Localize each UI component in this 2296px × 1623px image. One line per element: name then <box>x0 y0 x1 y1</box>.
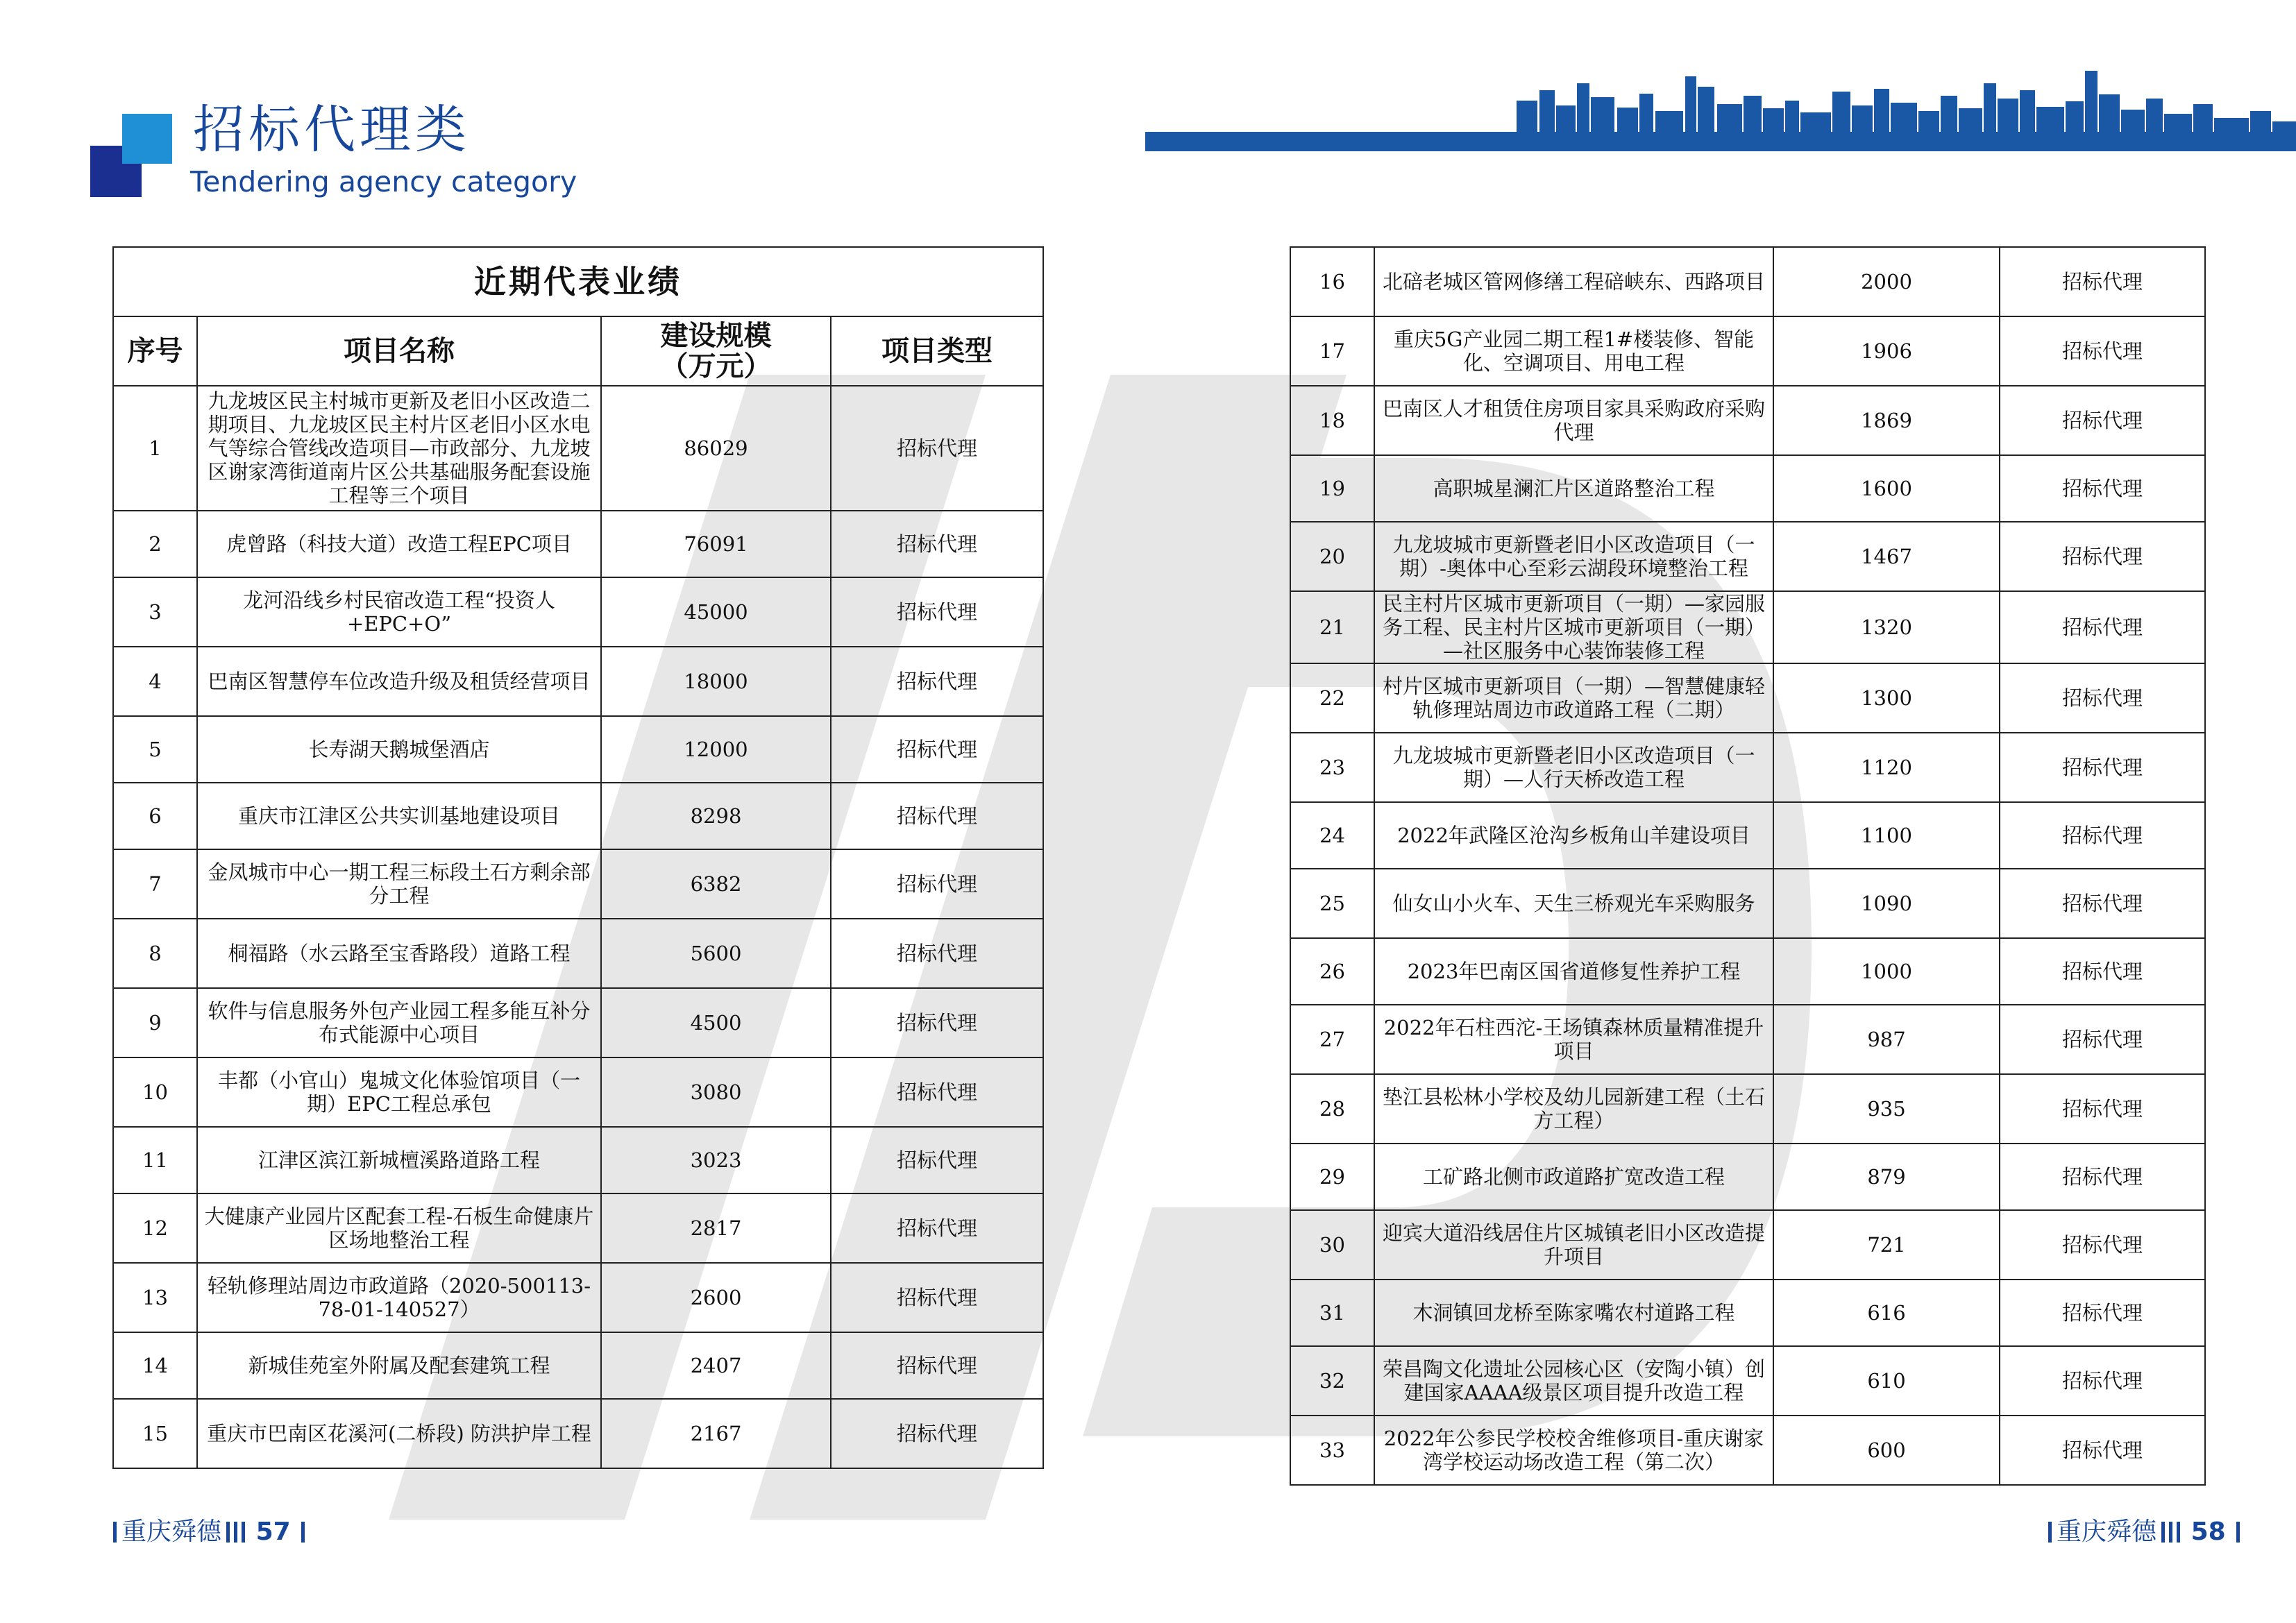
row-number: 27 <box>1290 1005 1374 1074</box>
row-number: 2 <box>113 511 197 577</box>
row-number: 17 <box>1290 316 1374 386</box>
footer-company: 重庆舜德 <box>2057 1518 2157 1546</box>
table-row <box>1290 1005 2205 1074</box>
construction-scale: 1320 <box>1773 591 2000 663</box>
project-type: 招标代理 <box>2000 733 2205 802</box>
row-number: 7 <box>113 849 197 919</box>
project-name: 2023年巴南区国省道修复性养护工程 <box>1374 938 1773 1005</box>
table-row <box>1290 316 2205 386</box>
project-name: 仙女山小火车、天生三桥观光车采购服务 <box>1374 869 1773 938</box>
construction-scale: 2167 <box>601 1399 831 1468</box>
project-type: 招标代理 <box>2000 591 2205 663</box>
row-number: 23 <box>1290 733 1374 802</box>
project-type: 招标代理 <box>831 577 1043 647</box>
row-number: 4 <box>113 647 197 716</box>
project-type: 招标代理 <box>2000 938 2205 1005</box>
row-number: 28 <box>1290 1074 1374 1144</box>
project-name: 桐福路（水云路至宝香路段）道路工程 <box>197 919 601 988</box>
table-row <box>1290 869 2205 938</box>
construction-scale: 1090 <box>1773 869 2000 938</box>
project-type: 招标代理 <box>2000 386 2205 455</box>
project-name: 九龙坡城市更新暨老旧小区改造项目（一期）-奥体中心至彩云湖段环境整治工程 <box>1374 522 1773 591</box>
row-number: 1 <box>113 386 197 511</box>
table-row <box>113 988 1043 1057</box>
project-type: 招标代理 <box>2000 1280 2205 1346</box>
section-title: 招标代理类 <box>193 100 471 160</box>
row-number: 8 <box>113 919 197 988</box>
project-type: 招标代理 <box>831 386 1043 511</box>
construction-scale: 1906 <box>1773 316 2000 386</box>
construction-scale: 2407 <box>601 1332 831 1399</box>
project-type: 招标代理 <box>2000 522 2205 591</box>
project-type: 招标代理 <box>831 919 1043 988</box>
table-row <box>113 1127 1043 1193</box>
row-number: 30 <box>1290 1210 1374 1280</box>
project-name: 虎曾路（科技大道）改造工程EPC项目 <box>197 511 601 577</box>
project-type: 招标代理 <box>2000 1210 2205 1280</box>
table-row <box>113 919 1043 988</box>
table-row <box>113 1332 1043 1399</box>
table-row <box>1290 386 2205 455</box>
table-row <box>1290 1280 2205 1346</box>
project-name: 龙河沿线乡村民宿改造工程“投资人+EPC+O” <box>197 577 601 647</box>
project-name: 重庆市江津区公共实训基地建设项目 <box>197 783 601 849</box>
project-type: 招标代理 <box>2000 663 2205 733</box>
page-number: 58 <box>2191 1518 2226 1546</box>
construction-scale: 1467 <box>1773 522 2000 591</box>
construction-scale: 721 <box>1773 1210 2000 1280</box>
project-name: 重庆5G产业园二期工程1#楼装修、智能化、空调项目、用电工程 <box>1374 316 1773 386</box>
project-type: 招标代理 <box>2000 1346 2205 1416</box>
table-row <box>1290 1346 2205 1416</box>
construction-scale: 6382 <box>601 849 831 919</box>
row-number: 5 <box>113 716 197 783</box>
table-row <box>113 783 1043 849</box>
table-title: 近期代表业绩 <box>113 247 1043 316</box>
construction-scale: 2600 <box>601 1263 831 1332</box>
project-name: 长寿湖天鹅城堡酒店 <box>197 716 601 783</box>
row-number: 20 <box>1290 522 1374 591</box>
project-name: 北碚老城区管网修缮工程碚峡东、西路项目 <box>1374 247 1773 316</box>
project-type: 招标代理 <box>831 647 1043 716</box>
row-number: 6 <box>113 783 197 849</box>
row-number: 12 <box>113 1193 197 1263</box>
construction-scale: 2817 <box>601 1193 831 1263</box>
city-skyline-graphic <box>1145 62 2296 153</box>
construction-scale: 879 <box>1773 1144 2000 1210</box>
project-name: 巴南区人才租赁住房项目家具采购政府采购代理 <box>1374 386 1773 455</box>
construction-scale: 987 <box>1773 1005 2000 1074</box>
table-row <box>1290 733 2205 802</box>
row-number: 14 <box>113 1332 197 1399</box>
project-name: 2022年石柱西沱-王场镇森林质量精准提升项目 <box>1374 1005 1773 1074</box>
row-number: 15 <box>113 1399 197 1468</box>
project-name: 重庆市巴南区花溪河(二桥段) 防洪护岸工程 <box>197 1399 601 1468</box>
project-name: 大健康产业园片区配套工程-石板生命健康片区场地整治工程 <box>197 1193 601 1263</box>
project-type: 招标代理 <box>831 1193 1043 1263</box>
table-row <box>1290 455 2205 522</box>
column-header-type: 项目类型 <box>831 316 1043 386</box>
table-row <box>1290 1416 2205 1485</box>
row-number: 24 <box>1290 802 1374 869</box>
construction-scale: 2000 <box>1773 247 2000 316</box>
project-type: 招标代理 <box>831 1399 1043 1468</box>
project-type: 招标代理 <box>2000 247 2205 316</box>
table-row <box>113 511 1043 577</box>
project-name: 2022年武隆区沧沟乡板角山羊建设项目 <box>1374 802 1773 869</box>
table-row <box>113 1263 1043 1332</box>
project-type: 招标代理 <box>831 1127 1043 1193</box>
construction-scale: 616 <box>1773 1280 2000 1346</box>
project-type: 招标代理 <box>831 988 1043 1057</box>
project-name: 村片区城市更新项目（一期）—智慧健康轻轨修理站周边市政道路工程（二期） <box>1374 663 1773 733</box>
row-number: 10 <box>113 1057 197 1127</box>
project-type: 招标代理 <box>831 783 1043 849</box>
column-header-no: 序号 <box>113 316 197 386</box>
project-type: 招标代理 <box>2000 802 2205 869</box>
row-number: 19 <box>1290 455 1374 522</box>
performance-table-left <box>112 246 1044 1469</box>
construction-scale: 600 <box>1773 1416 2000 1485</box>
project-type: 招标代理 <box>2000 455 2205 522</box>
project-name: 九龙坡城市更新暨老旧小区改造项目（一期）—人行天桥改造工程 <box>1374 733 1773 802</box>
project-name: 2022年公参民学校校舍维修项目-重庆谢家湾学校运动场改造工程（第二次） <box>1374 1416 1773 1485</box>
project-name: 软件与信息服务外包产业园工程多能互补分布式能源中心项目 <box>197 988 601 1057</box>
project-type: 招标代理 <box>2000 316 2205 386</box>
project-name: 迎宾大道沿线居住片区城镇老旧小区改造提升项目 <box>1374 1210 1773 1280</box>
table-row <box>113 849 1043 919</box>
row-number: 13 <box>113 1263 197 1332</box>
row-number: 3 <box>113 577 197 647</box>
construction-scale: 18000 <box>601 647 831 716</box>
project-type: 招标代理 <box>831 1057 1043 1127</box>
construction-scale: 3023 <box>601 1127 831 1193</box>
table-row <box>1290 247 2205 316</box>
project-type: 招标代理 <box>831 1332 1043 1399</box>
row-number: 16 <box>1290 247 1374 316</box>
table-row <box>1290 591 2205 663</box>
row-number: 32 <box>1290 1346 1374 1416</box>
row-number: 25 <box>1290 869 1374 938</box>
project-name: 新城佳苑室外附属及配套建筑工程 <box>197 1332 601 1399</box>
construction-scale: 1000 <box>1773 938 2000 1005</box>
project-type: 招标代理 <box>831 849 1043 919</box>
project-type: 招标代理 <box>831 716 1043 783</box>
project-name: 垫江县松林小学校及幼儿园新建工程（土石方工程） <box>1374 1074 1773 1144</box>
table-row <box>113 1399 1043 1468</box>
column-header-name: 项目名称 <box>197 316 601 386</box>
row-number: 18 <box>1290 386 1374 455</box>
footer-left <box>111 1520 307 1545</box>
row-number: 26 <box>1290 938 1374 1005</box>
construction-scale: 935 <box>1773 1074 2000 1144</box>
column-header-scale-line2: （万元） <box>660 350 772 382</box>
table-row <box>1290 1144 2205 1210</box>
column-header-scale-line1: 建设规模 <box>660 319 772 352</box>
row-number: 22 <box>1290 663 1374 733</box>
project-type: 招标代理 <box>2000 1074 2205 1144</box>
footer-company: 重庆舜德 <box>121 1518 222 1546</box>
row-number: 9 <box>113 988 197 1057</box>
table-row <box>113 386 1043 511</box>
project-name: 金凤城市中心一期工程三标段土石方剩余部分工程 <box>197 849 601 919</box>
table-row <box>1290 522 2205 591</box>
row-number: 11 <box>113 1127 197 1193</box>
project-name: 高职城星澜汇片区道路整治工程 <box>1374 455 1773 522</box>
project-name: 民主村片区城市更新项目（一期）—家园服务工程、民主村片区城市更新项目（一期）—社区服务中心装饰装修工程 <box>1374 591 1773 663</box>
project-type: 招标代理 <box>2000 1144 2205 1210</box>
section-subtitle: Tendering agency category <box>190 165 577 198</box>
table-row <box>1290 663 2205 733</box>
page-number: 57 <box>255 1518 291 1546</box>
construction-scale: 610 <box>1773 1346 2000 1416</box>
column-header-scale <box>601 316 831 386</box>
footer-right <box>2046 1520 2242 1545</box>
table-row <box>113 577 1043 647</box>
row-number: 29 <box>1290 1144 1374 1210</box>
header-square-light <box>122 114 172 164</box>
table-row <box>1290 938 2205 1005</box>
construction-scale: 12000 <box>601 716 831 783</box>
table-row <box>1290 1074 2205 1144</box>
table-row <box>113 1057 1043 1127</box>
construction-scale: 3080 <box>601 1057 831 1127</box>
project-name: 荣昌陶文化遗址公园核心区（安陶小镇）创建国家AAAA级景区项目提升改造工程 <box>1374 1346 1773 1416</box>
performance-table-right <box>1290 246 2206 1486</box>
construction-scale: 5600 <box>601 919 831 988</box>
row-number: 33 <box>1290 1416 1374 1485</box>
table-row <box>1290 1210 2205 1280</box>
project-type: 招标代理 <box>831 1263 1043 1332</box>
project-type: 招标代理 <box>831 511 1043 577</box>
construction-scale: 45000 <box>601 577 831 647</box>
table-row <box>113 716 1043 783</box>
construction-scale: 8298 <box>601 783 831 849</box>
construction-scale: 1300 <box>1773 663 2000 733</box>
construction-scale: 1600 <box>1773 455 2000 522</box>
project-type: 招标代理 <box>2000 1005 2205 1074</box>
row-number: 31 <box>1290 1280 1374 1346</box>
project-type: 招标代理 <box>2000 1416 2205 1485</box>
table-row <box>113 1193 1043 1263</box>
table-row <box>113 647 1043 716</box>
construction-scale: 86029 <box>601 386 831 511</box>
project-name: 木洞镇回龙桥至陈家嘴农村道路工程 <box>1374 1280 1773 1346</box>
project-name: 九龙坡区民主村城市更新及老旧小区改造二期项目、九龙坡区民主村片区老旧小区水电气等综合管线改造项目—市政部分、九龙坡区谢家湾街道南片区公共基础服务配套设施工程等三个项目 <box>197 386 601 511</box>
project-name: 工矿路北侧市政道路扩宽改造工程 <box>1374 1144 1773 1210</box>
project-name: 丰都（小官山）鬼城文化体验馆项目（一期）EPC工程总承包 <box>197 1057 601 1127</box>
project-type: 招标代理 <box>2000 869 2205 938</box>
project-name: 江津区滨江新城檀溪路道路工程 <box>197 1127 601 1193</box>
project-name: 轻轨修理站周边市政道路（2020-500113-78-01-140527） <box>197 1263 601 1332</box>
construction-scale: 4500 <box>601 988 831 1057</box>
construction-scale: 1869 <box>1773 386 2000 455</box>
construction-scale: 1120 <box>1773 733 2000 802</box>
row-number: 21 <box>1290 591 1374 663</box>
construction-scale: 1100 <box>1773 802 2000 869</box>
project-name: 巴南区智慧停车位改造升级及租赁经营项目 <box>197 647 601 716</box>
construction-scale: 76091 <box>601 511 831 577</box>
table-row <box>1290 802 2205 869</box>
